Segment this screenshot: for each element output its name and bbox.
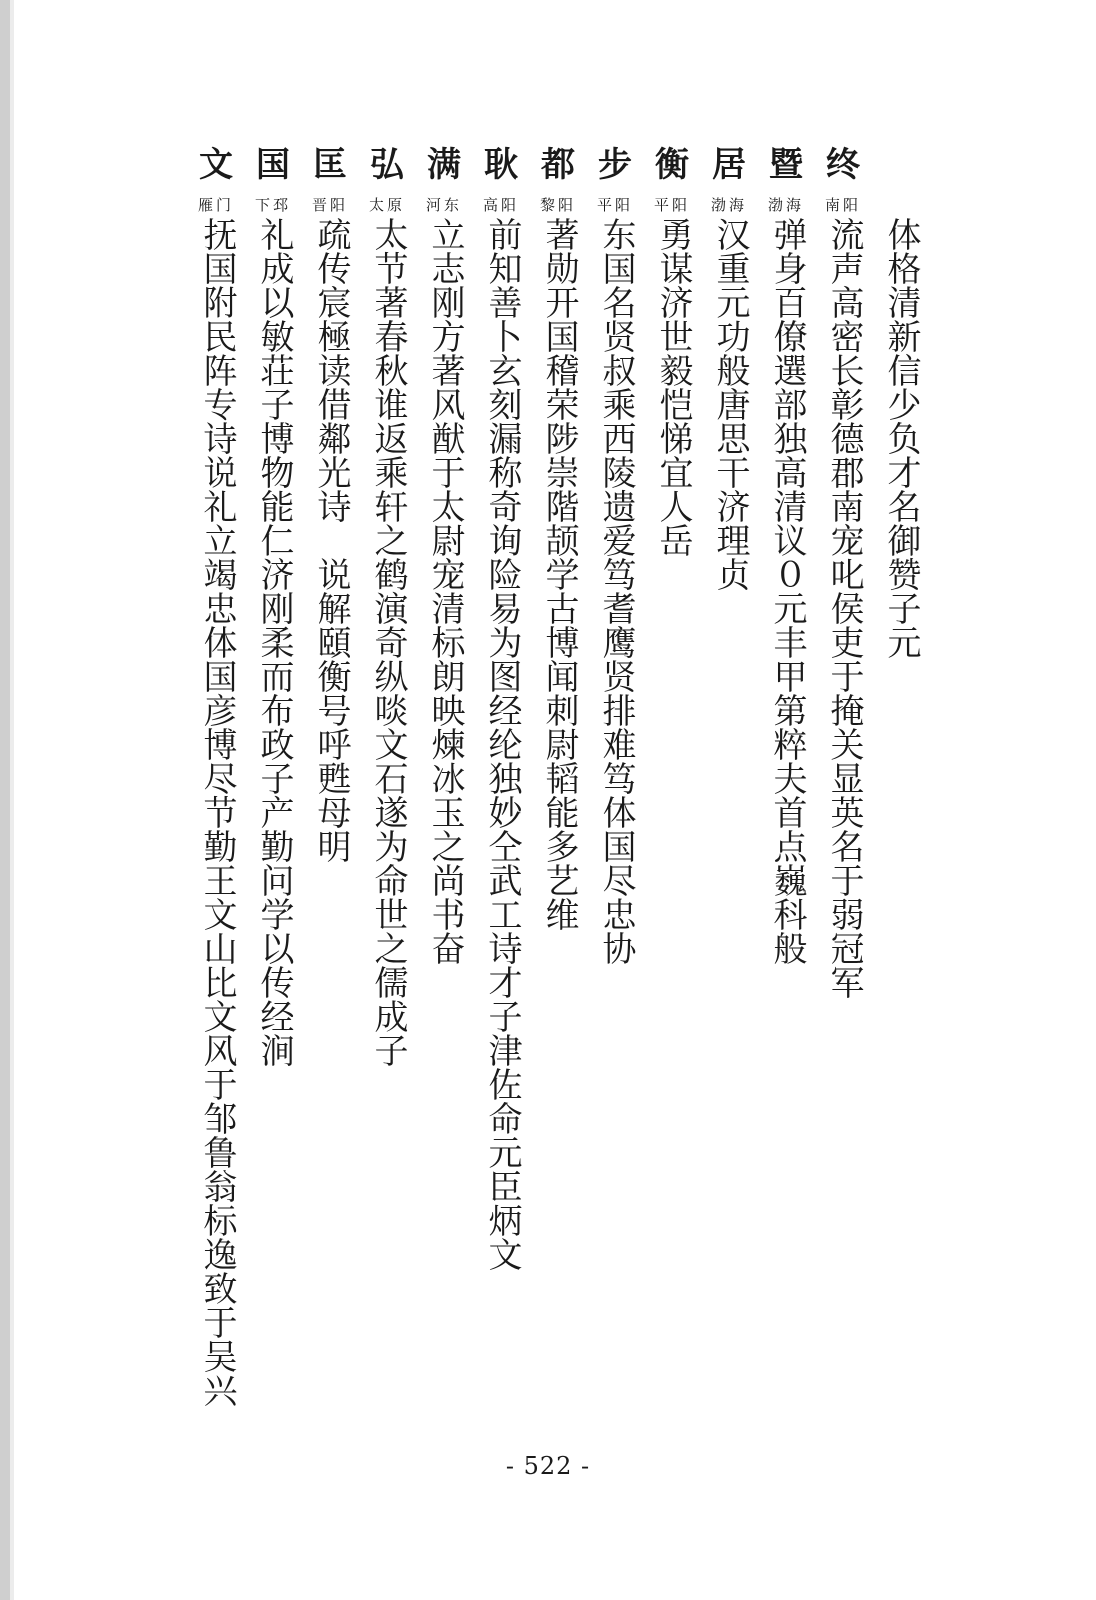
column-head: 耿 xyxy=(484,145,518,185)
column-head: 终 xyxy=(826,145,860,185)
column-place: 渤海 xyxy=(767,196,804,214)
column-10 xyxy=(310,145,350,1445)
column-head: 暨 xyxy=(769,145,803,185)
column-text: 太节著春秋谁返乘轩之鹤演奇纵啖文石遂为命世之儒成子 xyxy=(368,217,408,1067)
column-4 xyxy=(652,145,692,1445)
column-2 xyxy=(766,145,806,1445)
column-text: 体格清新信少负才名御赞子元 xyxy=(881,217,921,659)
column-text: 勇谋济世毅恺悌宜人岳 xyxy=(653,217,693,557)
column-place: 河东 xyxy=(425,196,462,214)
column-head: 居 xyxy=(712,145,746,185)
column-place: 南阳 xyxy=(824,196,861,214)
column-head: 匡 xyxy=(313,145,347,185)
column-head: 衡 xyxy=(655,145,689,185)
column-head: 国 xyxy=(256,145,290,185)
column-place: 黎阳 xyxy=(539,196,576,214)
column-text: 疏传宸極读借鄰光诗 说解頤衡号呼甦母明 xyxy=(311,217,351,863)
column-text: 立志刚方著风猷于太尉宠清标朗映煉冰玉之尚书奋 xyxy=(425,217,465,965)
column-text: 流声高密长彰德郡南宠叱侯吏于掩关显英名于弱冠军 xyxy=(824,217,864,999)
scan-edge-shadow xyxy=(10,0,14,1600)
column-text: 汉重元功般唐思干济理贞 xyxy=(710,217,750,591)
column-text: 礼成以敏荘子博物能仁济刚柔而布政子产勤问学以传经涧 xyxy=(254,217,294,1067)
column-intro xyxy=(880,145,920,1445)
column-text: 弹身百僚選部独高清议０元丰甲第粹夫首点巍科般 xyxy=(767,217,807,965)
column-7 xyxy=(481,145,521,1445)
column-place: 下邳 xyxy=(254,196,291,214)
column-place: 太原 xyxy=(368,196,405,214)
column-head: 文 xyxy=(199,145,233,185)
column-text: 抚国附民阵专诗说礼立竭忠体国彦博尽节勤王文山比文风于邹鲁翁标逸致于吴兴 xyxy=(197,217,237,1407)
column-place: 晋阳 xyxy=(311,196,348,214)
column-text: 著勋开国稽荣陟崇階颉学古博闻刺尉韬能多艺维 xyxy=(539,217,579,931)
column-place: 渤海 xyxy=(710,196,747,214)
column-1 xyxy=(823,145,863,1445)
column-3 xyxy=(709,145,749,1445)
scan-edge xyxy=(0,0,10,1600)
column-text: 前知善卜玄刻漏称奇询险易为图经纶独妙仝武工诗才子津佐命元臣炳文 xyxy=(482,217,522,1271)
column-place: 雁门 xyxy=(197,196,234,214)
column-8 xyxy=(424,145,464,1445)
column-9 xyxy=(367,145,407,1445)
column-head: 都 xyxy=(541,145,575,185)
column-11 xyxy=(253,145,293,1445)
column-place: 高阳 xyxy=(482,196,519,214)
column-head: 步 xyxy=(598,145,632,185)
page-number: - 522 - xyxy=(505,1452,591,1480)
column-text: 东国名贤叔乘西陵遗爱笃耆鹰贤排难笃体国尽忠协 xyxy=(596,217,636,965)
column-5 xyxy=(595,145,635,1445)
column-place: 平阳 xyxy=(596,196,633,214)
column-head: 弘 xyxy=(370,145,404,185)
column-head: 满 xyxy=(427,145,461,185)
column-place: 平阳 xyxy=(653,196,690,214)
column-12 xyxy=(196,145,236,1445)
column-6 xyxy=(538,145,578,1445)
